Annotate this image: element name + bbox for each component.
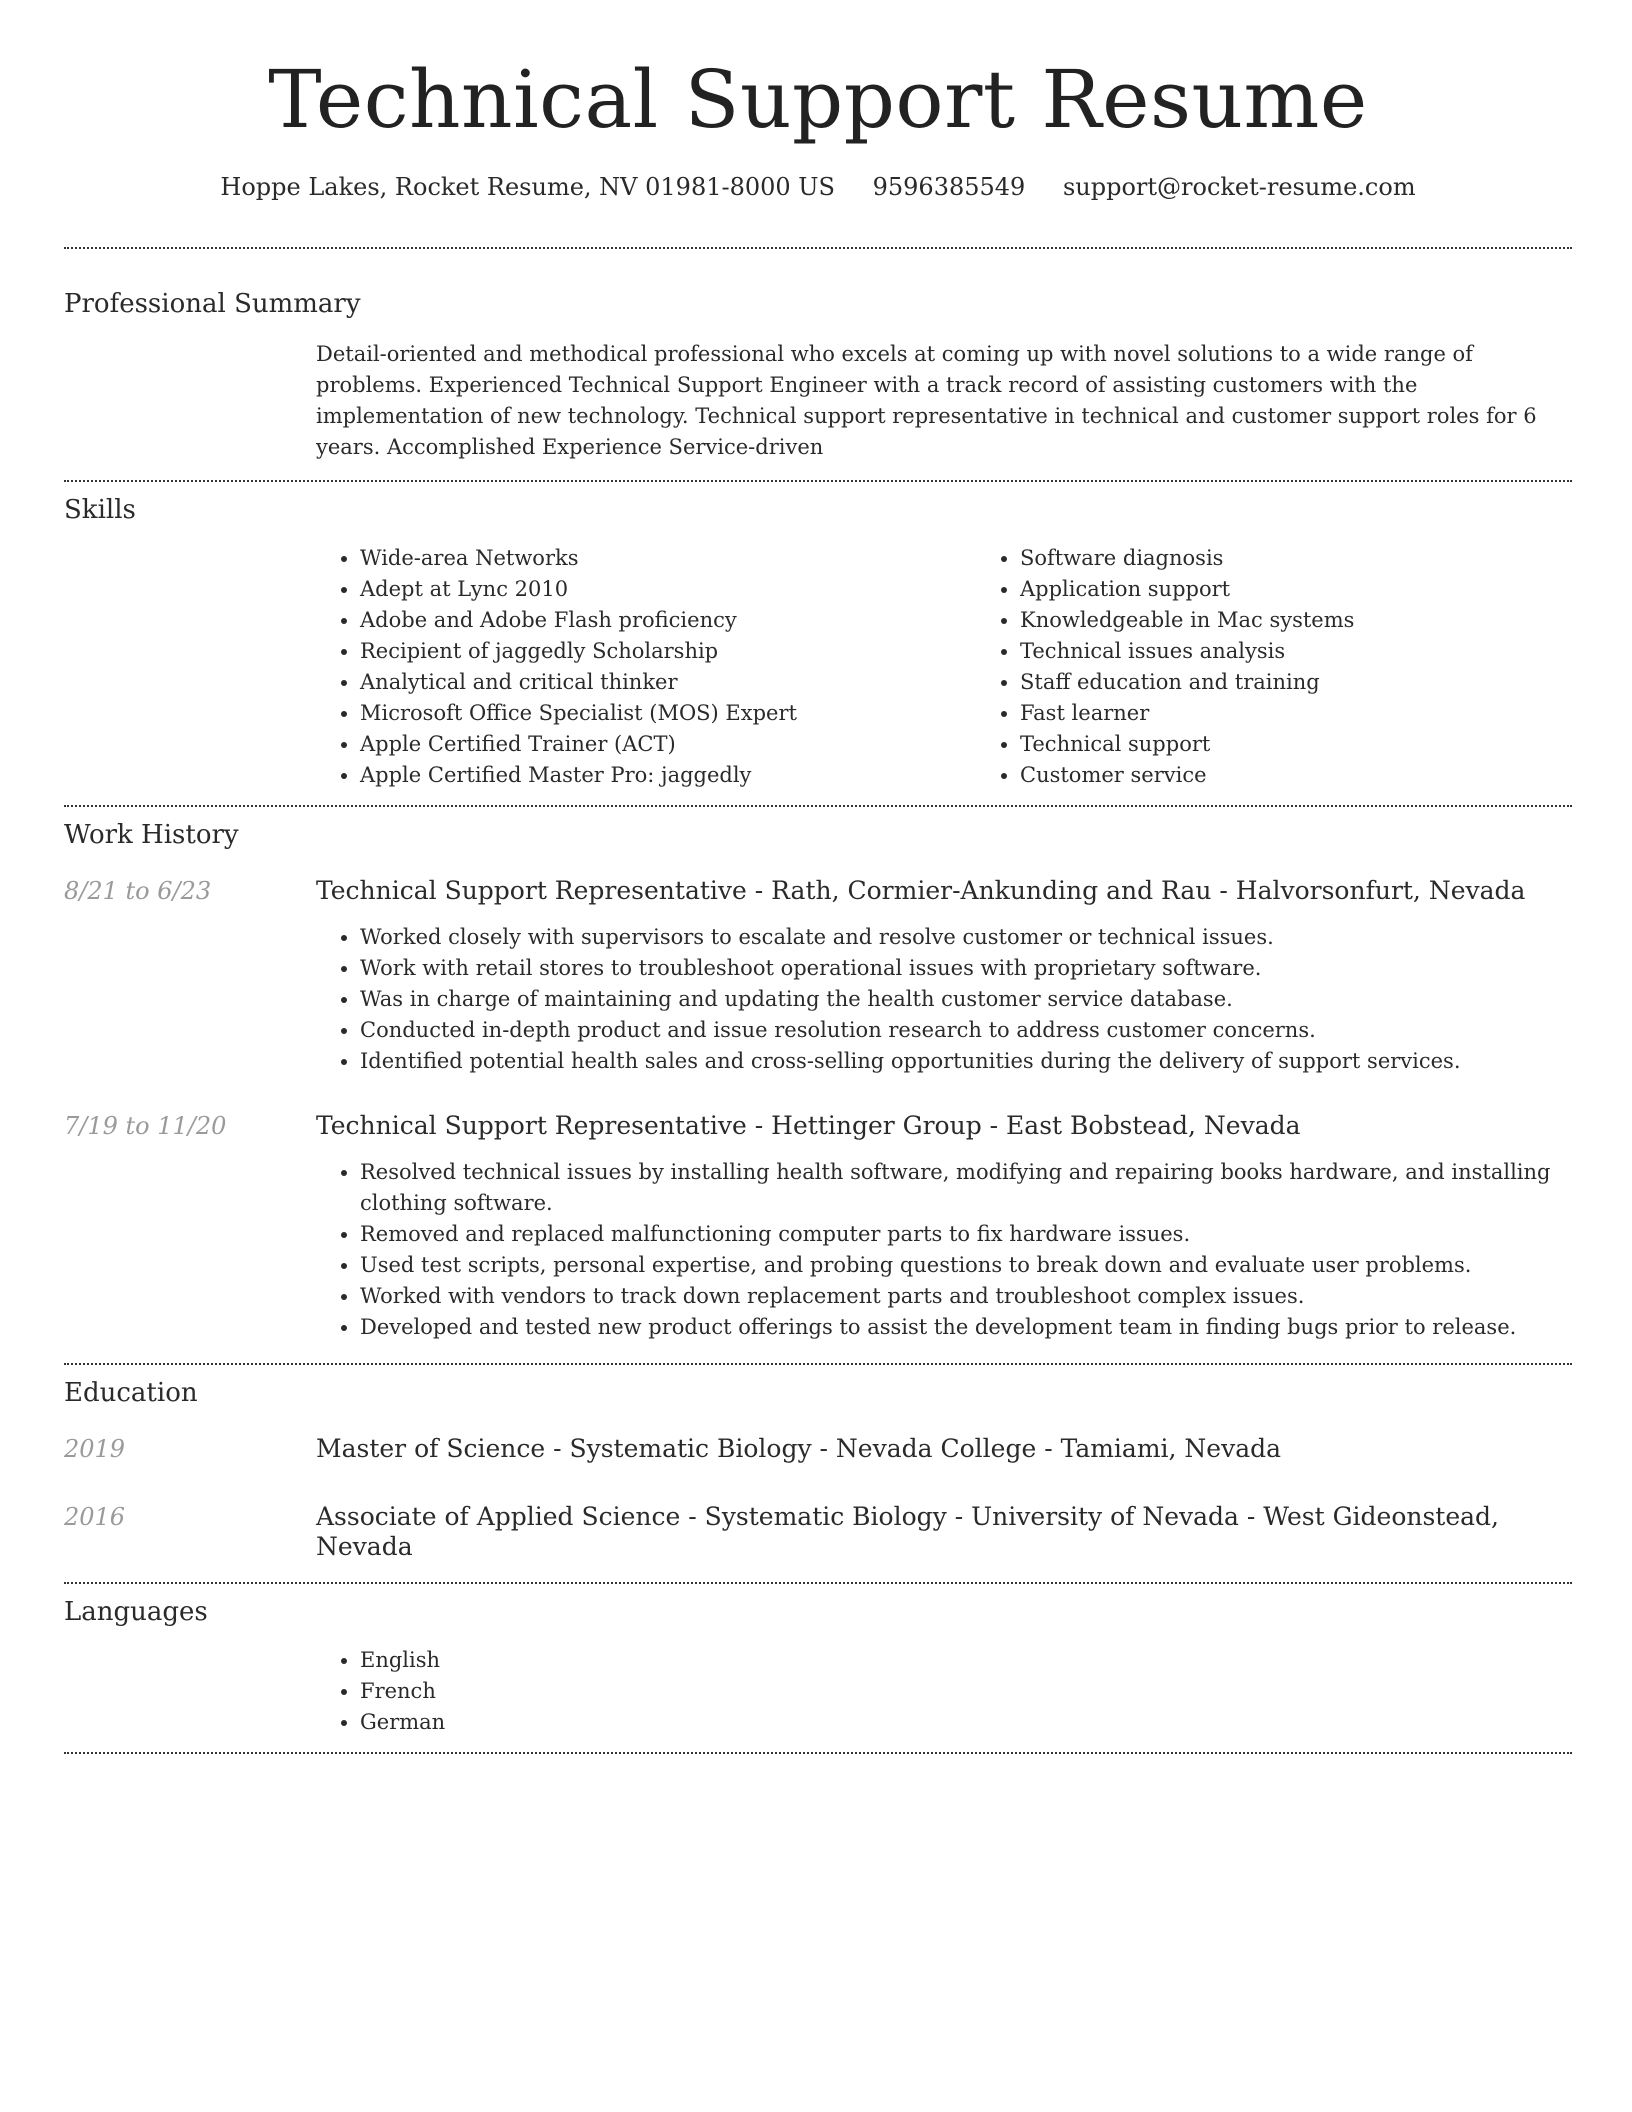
skill-item: • Recipient of jaggedly Scholarship — [360, 636, 976, 667]
divider — [64, 1363, 1572, 1365]
skill-item: • Adept at Lync 2010 — [360, 574, 976, 605]
job-bullets-row — [64, 1157, 1572, 1343]
section-title-skills: Skills — [64, 495, 136, 525]
skill-item: • Fast learner — [1020, 698, 1632, 729]
education-text: Associate of Applied Science - Systematic Biology - University of Nevada - West Gideonstead, Nevada — [316, 1502, 1500, 1561]
skill-item: • Application support — [1020, 574, 1632, 605]
job-bullet: • Conducted in-depth product and issue resolution research to address customer concerns. — [360, 1015, 1572, 1046]
skill-item: • Wide-area Networks — [360, 543, 976, 574]
skill-item: • Analytical and critical thinker — [360, 667, 976, 698]
skills-list-right — [976, 543, 1632, 791]
summary-text: Detail-oriented and methodical professional who excels at coming up with novel solutions to a wide range of problems. Experienced Technical Support Engineer with a track record of assisting customers with the implementation of new technology. Technical support representative in technical and customer support roles for 6 years. Accomplished Experience Service-driven — [316, 342, 1537, 459]
education-year: 2016 — [64, 1503, 126, 1531]
divider — [64, 805, 1572, 807]
job-bullet: • Used test scripts, personal expertise, and probing questions to break down and evaluate user problems. — [360, 1250, 1572, 1281]
skills-row — [64, 543, 1572, 791]
skill-item: • Customer service — [1020, 760, 1632, 791]
job-bullet: • Removed and replaced malfunctioning computer parts to fix hardware issues. — [360, 1219, 1572, 1250]
skill-item: • Apple Certified Master Pro: jaggedly — [360, 760, 976, 791]
job-bullet: • Worked with vendors to track down replacement parts and troubleshoot complex issues. — [360, 1281, 1572, 1312]
skill-item: • Adobe and Adobe Flash proficiency — [360, 605, 976, 636]
language-item: • English — [360, 1645, 1572, 1676]
section-title-languages: Languages — [64, 1597, 208, 1627]
contact-email: support@rocket-resume.com — [1062, 173, 1416, 201]
job-dates: 8/21 to 6/23 — [64, 877, 212, 905]
resume-name: Technical Support Resume — [268, 53, 1368, 146]
education-entry — [64, 1434, 1572, 1464]
summary-row — [64, 339, 1572, 463]
contact-phone: 9596385549 — [872, 173, 1026, 201]
divider — [64, 1752, 1572, 1754]
job-bullets — [316, 922, 1572, 1077]
section-title-summary: Professional Summary — [64, 289, 361, 319]
education-entry — [64, 1502, 1572, 1562]
skill-item: • Software diagnosis — [1020, 543, 1632, 574]
skill-item: • Technical issues analysis — [1020, 636, 1632, 667]
languages-list — [316, 1645, 1572, 1738]
skill-item: • Knowledgeable in Mac systems — [1020, 605, 1632, 636]
section-title-work: Work History — [64, 820, 239, 850]
job-bullets-row — [64, 922, 1572, 1077]
job-entry — [64, 1111, 1572, 1141]
education-year: 2019 — [64, 1435, 126, 1463]
job-bullet: • Worked closely with supervisors to escalate and resolve customer or technical issues. — [360, 922, 1572, 953]
job-bullet: • Identified potential health sales and cross-selling opportunities during the delivery of support services. — [360, 1046, 1572, 1077]
language-item: • French — [360, 1676, 1572, 1707]
languages-row — [64, 1645, 1572, 1738]
contact-line — [64, 172, 1572, 202]
skill-item: • Apple Certified Trainer (ACT) — [360, 729, 976, 760]
divider — [64, 1582, 1572, 1584]
job-bullet: • Was in charge of maintaining and updating the health customer service database. — [360, 984, 1572, 1015]
divider — [64, 247, 1572, 249]
job-bullets — [316, 1157, 1572, 1343]
job-bullet: • Resolved technical issues by installing health software, modifying and repairing books hardware, and installing clothing software. — [360, 1157, 1572, 1219]
skills-list-left — [316, 543, 976, 791]
language-item: • German — [360, 1707, 1572, 1738]
skill-item: • Technical support — [1020, 729, 1632, 760]
job-heading: Technical Support Representative - Rath, Cormier-Ankunding and Rau - Halvorsonfurt, Nevada — [316, 876, 1526, 905]
job-heading: Technical Support Representative - Hettinger Group - East Bobstead, Nevada — [316, 1111, 1301, 1140]
job-bullet: • Developed and tested new product offerings to assist the development team in finding bugs prior to release. — [360, 1312, 1572, 1343]
job-entry — [64, 876, 1572, 906]
contact-address: Hoppe Lakes, Rocket Resume, NV 01981-8000 US — [220, 173, 835, 201]
education-text: Master of Science - Systematic Biology - Nevada College - Tamiami, Nevada — [316, 1434, 1282, 1463]
job-bullet: • Work with retail stores to troubleshoot operational issues with proprietary software. — [360, 953, 1572, 984]
skill-item: • Microsoft Office Specialist (MOS) Expert — [360, 698, 976, 729]
section-title-education: Education — [64, 1378, 198, 1408]
job-dates: 7/19 to 11/20 — [64, 1112, 227, 1140]
resume-page — [64, 0, 1572, 1754]
skill-item: • Staff education and training — [1020, 667, 1632, 698]
divider — [64, 480, 1572, 482]
